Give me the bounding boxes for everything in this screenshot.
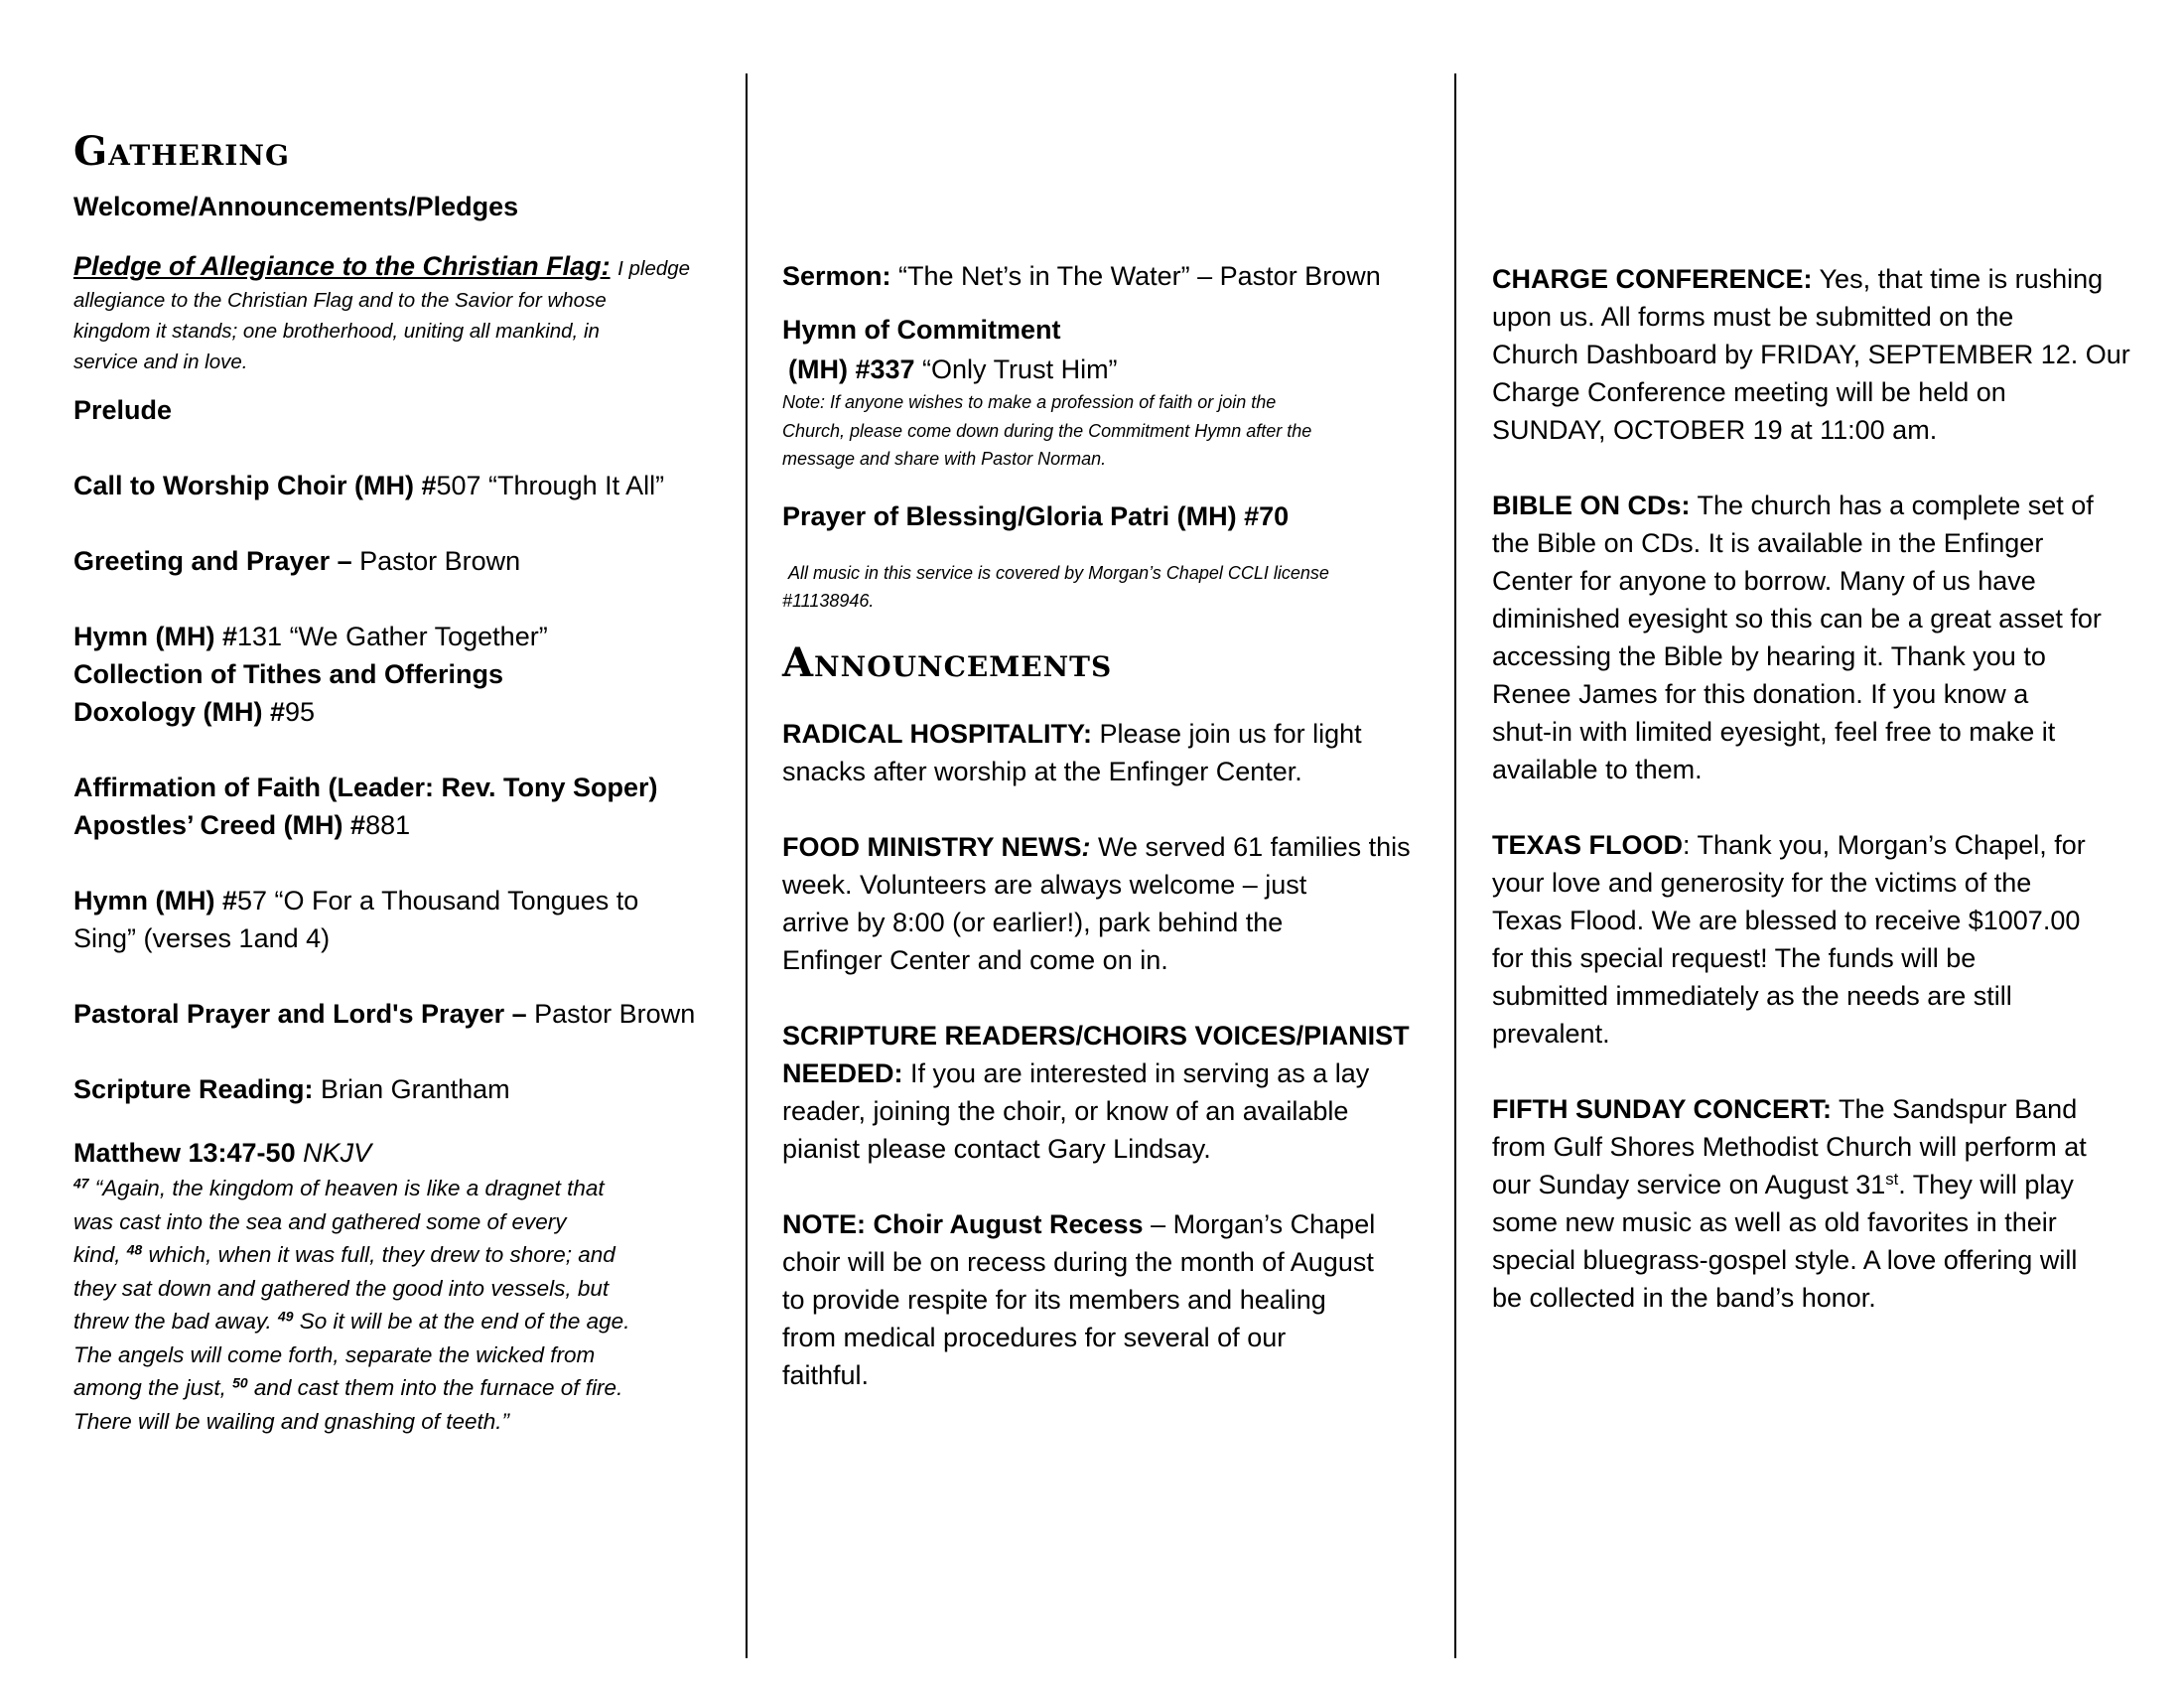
license-note: All music in this service is covered by Morgan’s Chapel CCLI license: [788, 562, 1329, 583]
verse-text: and cast them into the furnace of fire.: [247, 1375, 623, 1400]
texas-text: Texas Flood. We are blessed to receive $1007.00: [1492, 906, 2081, 935]
recess-label: NOTE: Choir August Recess: [782, 1208, 1144, 1239]
bible-text: Renee James for this donation. If you know a: [1492, 679, 2029, 709]
recess-text: choir will be on recess during the month of August: [782, 1246, 1374, 1277]
commitment-text: “Only Trust Him”: [914, 354, 1118, 384]
verse-text: among the just,: [73, 1375, 233, 1400]
recess-text: faithful.: [782, 1359, 870, 1390]
greeting-line: [73, 542, 709, 580]
commitment-label: (MH) #337: [788, 354, 915, 384]
column-news: [1492, 0, 2137, 1317]
fifth-text: [1492, 1166, 2137, 1203]
bible-text: The church has a complete set of: [1690, 491, 2094, 520]
pledge-text: service and in love.: [73, 351, 248, 373]
commitment-note: message and share with Pastor Norman.: [782, 449, 1107, 469]
pastoral-prayer-line: [73, 995, 709, 1033]
sermon-text: “The Net’s in The Water” – Pastor Brown: [890, 261, 1381, 291]
hymn-text: 57 “O For a Thousand Tongues to: [237, 886, 639, 915]
hymn-label: Hymn (MH) #: [73, 886, 238, 915]
bible-text: shut-in with limited eyesight, feel free to make it: [1492, 717, 2056, 747]
doxology-text: 95: [285, 697, 316, 727]
charge-text: upon us. All forms must be submitted on the: [1492, 302, 2014, 332]
fifth-label: FIFTH SUNDAY CONCERT:: [1492, 1094, 1833, 1124]
call-label: Call to Worship Choir (MH) #: [73, 471, 437, 500]
prelude-line: Prelude: [73, 395, 173, 425]
scripture-label: Scripture Reading:: [73, 1074, 314, 1104]
greeting-label: Greeting and Prayer –: [73, 546, 352, 576]
creed-line: [73, 806, 709, 844]
collection-line: Collection of Tithes and Offerings: [73, 659, 504, 689]
verse-text: “Again, the kingdom of heaven is like a dragnet that: [94, 1176, 605, 1200]
bible-text: Center for anyone to borrow. Many of us have: [1492, 566, 2036, 596]
fifth-text: some new music as well as old favorites in their: [1492, 1207, 2057, 1237]
verse-line: [73, 1305, 709, 1338]
food-text: We served 61 families this: [1090, 831, 1411, 862]
bible-text: accessing the Bible by hearing it. Thank you to: [1492, 641, 2046, 671]
texas-text: your love and generosity for the victims of the: [1492, 868, 2032, 898]
food-colon: :: [1081, 831, 1091, 862]
texas-text: for this special request! The funds will be: [1492, 943, 1977, 973]
bible-label: BIBLE ON CDs:: [1492, 491, 1691, 520]
pledge-text: I pledge: [617, 257, 691, 280]
creed-label: Apostles’ Creed (MH) #: [73, 810, 366, 840]
verse-text: which, when it was full, they drew to shore; and: [142, 1242, 615, 1267]
blessing-line: Prayer of Blessing/Gloria Patri (MH) #70: [782, 500, 1290, 531]
affirmation-line: Affirmation of Faith (Leader: Rev. Tony Soper): [73, 773, 658, 802]
gathering-heading: Gathering: [73, 128, 290, 175]
doxology-label: Doxology (MH) #: [73, 697, 285, 727]
charge-label: CHARGE CONFERENCE:: [1492, 264, 1813, 294]
texas-label: TEXAS FLOOD: [1492, 830, 1684, 860]
texas-flood: [1492, 826, 2137, 864]
food-label: FOOD MINISTRY NEWS: [782, 831, 1082, 862]
verse-number: 50: [232, 1374, 248, 1391]
recess-text: – Morgan’s Chapel: [1143, 1208, 1376, 1239]
fifth-text: The Sandspur Band: [1832, 1094, 2078, 1124]
charge-text: Charge Conference meeting will be held on: [1492, 377, 2006, 407]
readers-text: pianist please contact Gary Lindsay.: [782, 1133, 1211, 1164]
ordinal-suffix: st: [1885, 1169, 1899, 1189]
verse-line: [73, 1172, 709, 1205]
hymn-label: Hymn (MH) #: [73, 622, 238, 651]
call-to-worship-line: [73, 467, 709, 504]
verse-line: they sat down and gathered the good into vessels, but: [73, 1275, 610, 1301]
verse-line: [73, 1371, 709, 1405]
announcements-heading: Announcements: [782, 638, 1113, 686]
fifth-text: special bluegrass-gospel style. A love offering will: [1492, 1245, 2078, 1275]
pastoral-label: Pastoral Prayer and Lord's Prayer –: [73, 999, 527, 1029]
matthew-version: NKJV: [303, 1138, 372, 1168]
scripture-reader: Brian Grantham: [313, 1074, 510, 1104]
charge-conference: [1492, 260, 2137, 298]
food-text: arrive by 8:00 (or earlier!), park behind the: [782, 907, 1284, 937]
readers-text: reader, joining the choir, or know of an available: [782, 1095, 1349, 1126]
commitment-note: Note: If anyone wishes to make a profession of faith or join the: [782, 392, 1277, 412]
verse-line: [73, 1238, 709, 1272]
matthew-reference: [73, 1134, 709, 1172]
commitment-note: Church, please come down during the Commitment Hymn after the: [782, 420, 1312, 441]
column-divider-right: [1454, 73, 1456, 1658]
greeting-text: Pastor Brown: [351, 546, 521, 576]
verse-number: 47: [73, 1175, 89, 1192]
call-text: 507 “Through It All”: [436, 471, 665, 500]
commitment-title: Hymn of Commitment: [782, 315, 1061, 345]
food-text: Enfinger Center and come on in.: [782, 944, 1168, 975]
charge-text: Church Dashboard by FRIDAY, SEPTEMBER 12. Our: [1492, 340, 2130, 369]
readers-needed: [782, 1055, 1428, 1092]
column-divider-left: [746, 73, 748, 1658]
readers-text: If you are interested in serving as a lay: [902, 1057, 1370, 1088]
bible-text: diminished eyesight so this can be a great asset for: [1492, 604, 2102, 633]
texas-text: submitted immediately as the needs are still: [1492, 981, 2012, 1011]
verse-line: was cast into the sea and gathered some of every: [73, 1208, 567, 1234]
radical-label: RADICAL HOSPITALITY:: [782, 718, 1092, 749]
sermon-label: Sermon:: [782, 261, 891, 291]
hymn-second-line: [73, 882, 709, 919]
verse-text: So it will be at the end of the age.: [293, 1309, 630, 1334]
charge-text: SUNDAY, OCTOBER 19 at 11:00 am.: [1492, 415, 1938, 445]
choir-recess: [782, 1205, 1428, 1243]
commitment-hymn-line: [788, 351, 1428, 388]
texas-text: : Thank you, Morgan’s Chapel, for: [1683, 830, 2086, 860]
creed-text: 881: [365, 810, 411, 840]
readers-needed-label: NEEDED:: [782, 1057, 903, 1088]
bible-text: available to them.: [1492, 755, 1703, 784]
pledge-text: kingdom it stands; one brotherhood, uniting all mankind, in: [73, 320, 600, 343]
verse-number: 48: [126, 1241, 143, 1258]
bible-text: the Bible on CDs. It is available in the Enfinger: [1492, 528, 2044, 558]
fifth-text-part: . They will play: [1898, 1170, 2074, 1199]
fifth-text: be collected in the band’s honor.: [1492, 1283, 1876, 1313]
fifth-sunday-concert: [1492, 1090, 2137, 1128]
verse-text: threw the bad away.: [73, 1309, 278, 1334]
scripture-reading-line: [73, 1070, 709, 1108]
verse-line: There will be wailing and gnashing of teeth.”: [73, 1408, 510, 1434]
fifth-text: from Gulf Shores Methodist Church will perform at: [1492, 1132, 2087, 1162]
hymn-second-line-cont: Sing” (verses 1and 4): [73, 923, 331, 953]
pledge-text: allegiance to the Christian Flag and to the Savior for whose: [73, 289, 607, 312]
column-service-and-announcements: [782, 0, 1428, 1394]
food-text: week. Volunteers are always welcome – just: [782, 869, 1307, 900]
food-ministry: [782, 828, 1428, 866]
radical-text: snacks after worship at the Enfinger Center.: [782, 756, 1302, 786]
hymn-opening-line: [73, 618, 709, 655]
column-order-of-worship: [73, 0, 709, 1438]
recess-text: to provide respite for its members and healing: [782, 1284, 1326, 1315]
hymn-text: 131 “We Gather Together”: [237, 622, 548, 651]
bible-on-cds: [1492, 487, 2137, 524]
pastoral-text: Pastor Brown: [526, 999, 696, 1029]
texas-text: prevalent.: [1492, 1019, 1610, 1049]
verse-number: 49: [277, 1308, 294, 1325]
verse-line: The angels will come forth, separate the wicked from: [73, 1341, 596, 1367]
readers-label: SCRIPTURE READERS/CHOIRS VOICES/PIANIST: [782, 1020, 1410, 1051]
charge-text: Yes, that time is rushing: [1812, 264, 2104, 294]
doxology-line: [73, 693, 709, 731]
verse-text: kind,: [73, 1242, 127, 1267]
license-note: #11138946.: [782, 591, 875, 611]
welcome-line: Welcome/Announcements/Pledges: [73, 192, 519, 221]
pledge-paragraph: [73, 247, 709, 285]
sermon-line: [782, 257, 1428, 295]
radical-hospitality: [782, 715, 1428, 753]
pledge-label: Pledge of Allegiance to the Christian Flag:: [73, 251, 611, 281]
matthew-ref: Matthew 13:47-50: [73, 1138, 296, 1168]
fifth-text-part: our Sunday service on August 31: [1492, 1170, 1886, 1199]
recess-text: from medical procedures for several of our: [782, 1322, 1287, 1352]
radical-text: Please join us for light: [1092, 718, 1362, 749]
